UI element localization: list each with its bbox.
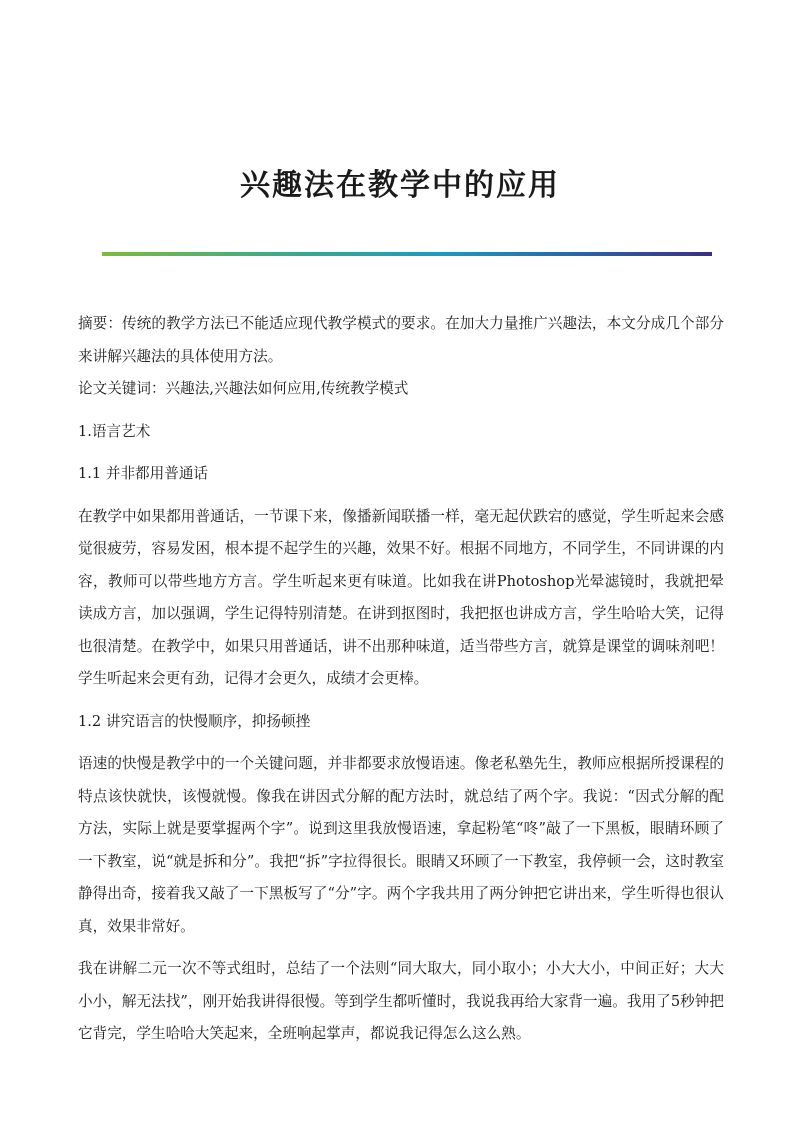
- section-heading-1-1: 1.1 并非都用普通话: [78, 465, 209, 482]
- title-divider: [102, 252, 712, 256]
- body-paragraph-2: 语速的快慢是教学中的一个关键问题，并非都要求放慢语速。像老私塾先生，教师应根据所授课程的特点该快就快，该慢就慢。像我在讲因式分解的配方法时，就总结了两个字。我说：“因式分解的配方法，实际上就是要掌握两个字”。说到这里我放慢语速，拿起粉笔“咚”敲了一下黑板，眼睛环顾了一下教室，说“就是拆和分”。我把“拆”字拉得很长。眼睛又环顾了一下教室，我停顿一会，这时教室静得出奇，接着我又敲了一下黑板写了“分”字。两个字我共用了两分钟把它讲出来，学生听得也很认真，效果非常好。: [78, 755, 724, 935]
- body-paragraph-1: 在教学中如果都用普通话，一节课下来，像播新闻联播一样，毫无起伏跌宕的感觉，学生听起来会感觉很疲劳，容易发困，根本提不起学生的兴趣，效果不好。根据不同地方，不同学生，不同讲课的内容，教师可以带些地方方言。学生听起来更有味道。比如我在讲Photoshop光晕滤镜时，我就把晕读成方言，加以强调，学生记得特别清楚。在讲到抠图时，我把抠也讲成方言，学生哈哈大笑，记得也很清楚。在教学中，如果只用普通话，讲不出那种味道，适当带些方言，就算是课堂的调味剂吧！学生听起来会更有劲，记得才会更久，成绩才会更棒。: [78, 507, 724, 687]
- document-title: 兴趣法在教学中的应用: [240, 168, 560, 203]
- section-heading-1: 1.语言艺术: [78, 422, 151, 440]
- keywords-line: 论文关键词：兴趣法,兴趣法如何应用,传统教学模式: [78, 380, 409, 397]
- abstract-paragraph: 摘要：传统的教学方法已不能适应现代教学模式的要求。在加大力量推广兴趣法，本文分成几个部分来讲解兴趣法的具体使用方法。: [78, 315, 724, 365]
- section-heading-1-2: 1.2 讲究语言的快慢顺序，抑扬顿挫: [78, 712, 311, 730]
- body-paragraph-3: 我在讲解二元一次不等式组时，总结了一个法则“同大取大，同小取小；小大大小，中间正好；大大小小，解无法找”，刚开始我讲得很慢。等到学生都听懂时，我说我再给大家背一遍。我用了5秒钟把它背完，学生哈哈大笑起来，全班响起掌声，都说我记得怎么这么熟。: [78, 960, 724, 1042]
- document-body: [78, 308, 724, 1051]
